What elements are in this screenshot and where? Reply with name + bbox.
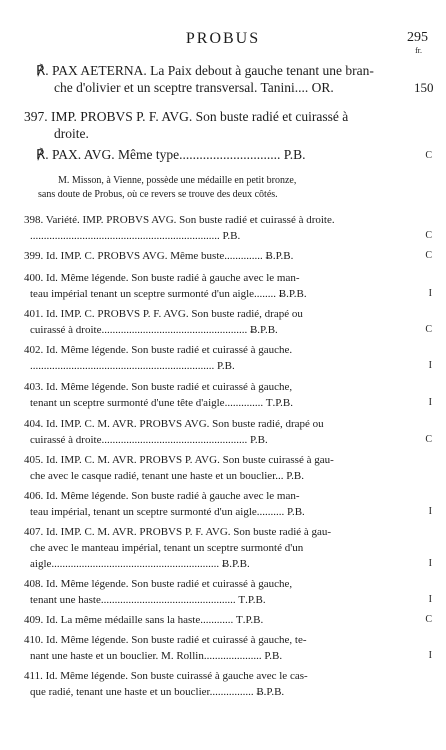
page-title: PROBUS (185, 30, 261, 47)
entry-line: ℟. PAX. AVG. Même type.............................. P.B. (36, 147, 306, 162)
rarity-value: C (425, 230, 432, 241)
entry-line: ℟. PAX AETERNA. La Paix debout à gauche tenant une bran- (36, 63, 374, 78)
catalog-entry (24, 108, 410, 142)
entry-line: che d'olivier et un sceptre transversal. Tanini.... OR. (54, 80, 334, 95)
entry-line: 409. Id. La même médaille sans la haste............ Ƭ.P.B. (24, 614, 264, 626)
entry-line: cuirassé à droite..................................................... Ƀ.P.B. (30, 324, 278, 336)
catalog-entry (24, 416, 410, 448)
rarity-value: I (428, 397, 432, 408)
catalog-entry (24, 452, 410, 484)
catalog-entry (24, 146, 410, 163)
entry-line: que radié, tenant une haste et un bouclier................ Ƀ.P.B. (30, 686, 285, 698)
entry-line: 399. Id. IMP. C. PROBVS AVG. Même buste.............. Ƀ.P.B. (24, 250, 294, 262)
currency-label: fr. (415, 46, 422, 55)
entry-line: 407. Id. IMP. C. M. AVR. PROBVS P. F. AVG. Son buste radié à gau- (24, 526, 332, 538)
entry-line: 403. Id. Même légende. Son buste radié et cuirassé à gauche, (24, 381, 293, 393)
rarity-value: 150 (414, 80, 434, 95)
entry-line: tenant une haste................................................. Ƭ.P.B. (30, 594, 266, 606)
editor-note (24, 174, 410, 202)
entry-line: cuirassé à droite..................................................... P.B. (30, 434, 268, 446)
entry-line: nant une haste et un bouclier. M. Rollin..................... P.B. (30, 650, 283, 662)
entry-line: 411. Id. Même légende. Son buste cuirassé à gauche avec le cas- (24, 670, 308, 682)
rarity-value: I (428, 360, 432, 371)
catalog-entry (24, 62, 410, 96)
entry-line: 404. Id. IMP. C. M. AVR. PROBVS AVG. Son buste radié, drapé ou (24, 418, 324, 430)
entry-line: 401. Id. IMP. C. PROBVS P. F. AVG. Son buste radié, drapé ou (24, 308, 303, 320)
catalog-entry (24, 212, 410, 244)
catalog-entry (24, 632, 410, 664)
entry-line: 408. Id. Même légende. Son buste radié et cuirassé à gauche, (24, 578, 293, 590)
rarity-value: I (428, 288, 432, 299)
entry-line: ................................................................... P.B. (30, 360, 235, 372)
catalog-entry (24, 379, 410, 411)
entry-line: ..................................................................... P.B. (30, 230, 241, 242)
catalog-entry (24, 668, 410, 700)
entry-line: 397. IMP. PROBVS P. F. AVG. Son buste radié et cuirassé à (24, 109, 349, 124)
rarity-value: C (425, 324, 432, 335)
entry-line: teau impérial tenant un sceptre surmonté d'un aigle........ Ƀ.P.B. (30, 288, 307, 300)
catalog-entry (24, 306, 410, 338)
rarity-value: C (425, 150, 432, 161)
entry-line: 410. Id. Même légende. Son buste radié et cuirassé à gauche, te- (24, 634, 307, 646)
entry-line: 402. Id. Même légende. Son buste radié et cuirassé à gauche. (24, 344, 293, 356)
entry-line: 398. Variété. IMP. PROBVS AVG. Son buste radié et cuirassé à droite. (24, 214, 335, 226)
rarity-value: I (428, 558, 432, 569)
entry-line: che avec le manteau impérial, tenant un sceptre surmonté d'un (30, 542, 304, 554)
entry-line: tenant un sceptre surmonté d'une tête d'aigle.............. Ƭ.P.B. (30, 397, 294, 409)
entry-line: 405. Id. IMP. C. M. AVR. PROBVS P. AVG. Son buste cuirassé à gau- (24, 454, 334, 466)
entry-line: M. Misson, à Vienne, possède une médaille en petit bronze, (58, 175, 297, 186)
entry-line: sans doute de Probus, où ce revers se trouve des deux côtés. (38, 189, 278, 200)
entry-line: che avec le casque radié, tenant une haste et un bouclier... P.B. (30, 470, 304, 482)
rarity-value: C (425, 434, 432, 445)
entry-line: droite. (54, 126, 89, 141)
rarity-value: C (425, 250, 432, 261)
page-header (0, 30, 446, 55)
catalog-entry (24, 612, 410, 628)
entry-line: 400. Id. Même légende. Son buste radié à gauche avec le man- (24, 272, 300, 284)
page-number: 295 (407, 30, 428, 45)
rarity-value: C (425, 614, 432, 625)
catalog-entry (24, 248, 410, 264)
catalog-entry (24, 576, 410, 608)
entry-line: teau impérial, tenant un sceptre surmonté d'un aigle.......... P.B. (30, 506, 305, 518)
catalog-entry (24, 524, 410, 572)
rarity-value: I (428, 650, 432, 661)
entry-line: aigle............................................................. Ƀ.P.B. (30, 558, 250, 570)
rarity-value: I (428, 506, 432, 517)
catalog-entry (24, 270, 410, 302)
catalog-entry (24, 342, 410, 374)
entry-line: 406. Id. Même légende. Son buste radié à gauche avec le man- (24, 490, 300, 502)
rarity-value: I (428, 594, 432, 605)
catalog-entry (24, 488, 410, 520)
